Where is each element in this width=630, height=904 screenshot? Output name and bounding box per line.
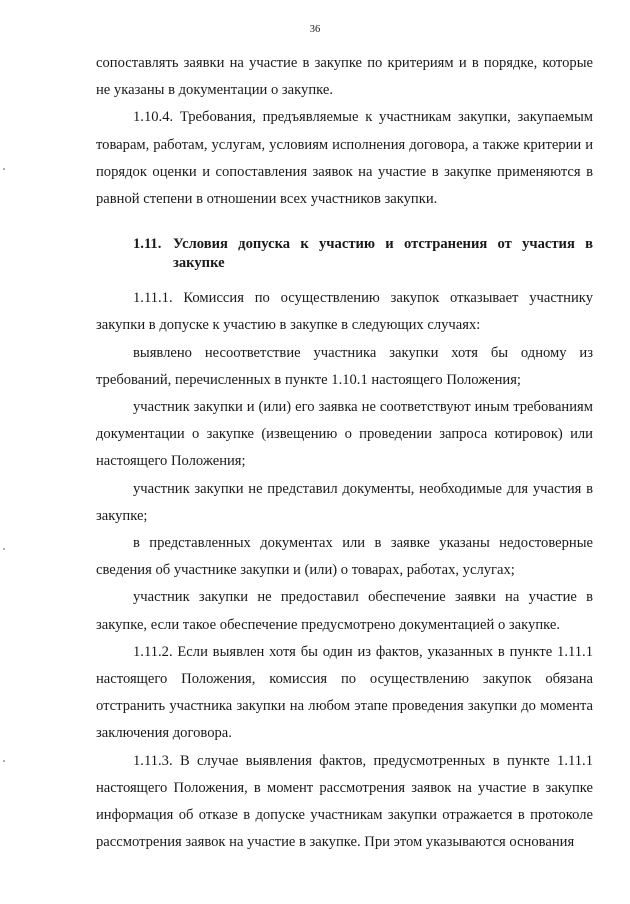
spacer	[96, 213, 593, 235]
section-title: Условия допуска к участию и отстранения от участия в закупке	[173, 236, 593, 272]
page-number: 36	[309, 24, 321, 35]
list-item-case-4: в представленных документах или в заявке указаны недостоверные сведения об участнике закупки и (или) о товарах, работах, услугах;	[96, 535, 593, 579]
list-item-case-5: участник закупки не предоставил обеспечение заявки на участие в закупке, если такое обеспечение предусмотрено документацией о закупке.	[96, 589, 593, 633]
paragraph-1-11-3: 1.11.3. В случае выявления фактов, предусмотренных в пункте 1.11.1 настоящего Положения, в момент рассмотрения заявок на участие в закупке информация об отказе в допуске участникам закупки отражается в протоколе рассмотрения заявок на участие в закупке. При этом указываются основания	[96, 752, 593, 851]
section-heading	[133, 235, 593, 273]
scan-dot	[3, 760, 5, 762]
paragraph-1-11-2: 1.11.2. Если выявлен хотя бы один из фактов, указанных в пункте 1.11.1 настоящего Положения, комиссия по осуществлению закупок обязана отстранить участника закупки на любом этапе проведения закупки до момента заключения договора.	[96, 643, 593, 742]
list-item-case-2: участник закупки и (или) его заявка не соответствуют иным требованиям документации о закупке (извещению о проведении запроса котировок) или настоящего Положения;	[96, 399, 593, 470]
paragraph-1-10-4: 1.10.4. Требования, предъявляемые к участникам закупки, закупаемым товарам, работам, услугам, условиям исполнения договора, а также критерии и порядок оценки и сопоставления заявок на участие в закупке применяются в равной степени в отношении всех участников закупки.	[96, 109, 593, 208]
paragraph-1-11-1: 1.11.1. Комиссия по осуществлению закупок отказывает участнику закупки в допуске к участию в закупке в следующих случаях:	[96, 290, 593, 334]
list-item-case-3: участник закупки не представил документы, необходимые для участия в закупке;	[96, 480, 593, 524]
list-item-case-1: выявлено несоответствие участника закупки хотя бы одному из требований, перечисленных в пункте 1.10.1 настоящего Положения;	[96, 344, 593, 388]
document-body	[96, 50, 593, 856]
scan-dot	[3, 548, 5, 550]
section-number: 1.11.	[133, 236, 162, 253]
paragraph-continuation: сопоставлять заявки на участие в закупке по критериям и в порядке, которые не указаны в документации о закупке.	[96, 55, 593, 99]
scan-dot	[3, 168, 5, 170]
